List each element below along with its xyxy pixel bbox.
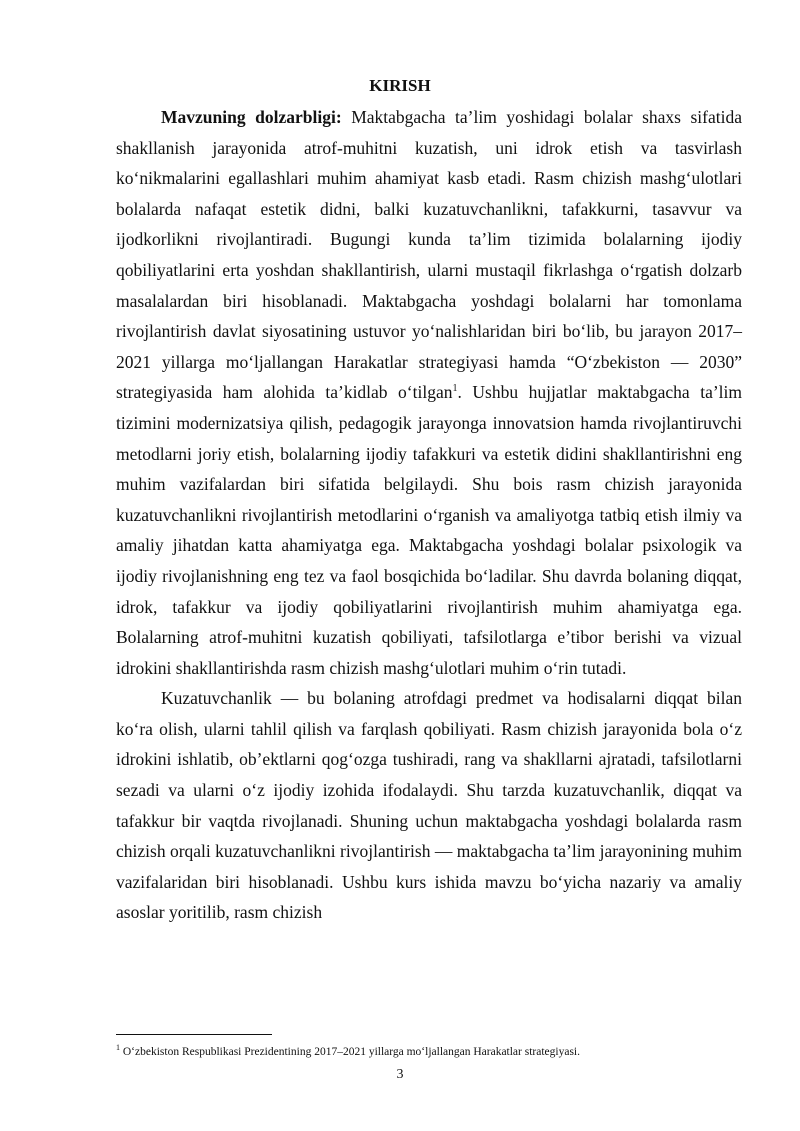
footnote-divider <box>116 1034 272 1035</box>
relevance-label: Mavzuning dolzarbligi: <box>161 107 342 127</box>
body-text <box>116 102 742 928</box>
page-heading: KIRISH <box>369 76 431 95</box>
paragraph-text: Maktabgacha ta’lim yoshidagi bolalar shaxs sifatida shakllanish jarayonida atrof-muhitni kuzatish, uni idrok etish va tasvirlash ko‘nikmalarini egallashlari muhim ahamiyat kasb etadi. Rasm chizish mashg‘ulotlari bolalarda nafaqat estetik didni, balki kuzatuvchanlikni, tafakkurni, tasavvur va ijodkorlikni rivojlantiradi. Bugungi kunda ta’lim tizimida bolalarning ijodiy qobiliyatlarini erta yoshdan shakllantirish, ularni mustaqil fikrlashga o‘rgatish dolzarb masalalardan biri hisoblanadi. Maktabgacha yoshdagi bolalarni har tomonlama rivojlantirish davlat siyosatining ustuvor yo‘nalishlaridan biri bo‘lib, bu jarayon 2017–2021 yillarga mo‘ljallangan Harakatlar strategiyasi hamda “O‘zbekiston — 2030” strategiyasida ham alohida ta’kidlab o‘tilgan <box>116 107 743 403</box>
paragraph-text: . Ushbu hujjatlar maktabgacha ta’lim tizimini modernizatsiya qilish, pedagogik jarayonga innovatsion hamda rivojlantiruvchi metodlarni joriy etish, bolalarning ijodiy tafakkuri va estetik didini shakllantirishni eng muhim vazifalardan biri sifatida belgilaydi. Shu bois rasm chizish jarayonida kuzatuvchanlikni rivojlantirish metodlarini o‘rganish va amaliyotga tatbiq etish ilmiy va amaliy jihatdan katta ahamiyatga ega. Maktabgacha yoshdagi bolalar psixologik va ijodiy rivojlanishning eng tez va faol bosqichida bo‘ladilar. Shu davrda bolaning diqqat, idrok, tafakkur va ijodiy qobiliyatlarini rivojlantirish muhim ahamiyatga ega. Bolalarning atrof-muhitni kuzatish qobiliyati, tafsilotlarga e’tibor berishi va vizual idrokini shakllantirishda rasm chizish mashg‘ulotlari muhim o‘rin tutadi. <box>116 382 742 678</box>
footnote-marker: 1 <box>116 1043 120 1052</box>
footnote <box>116 1040 742 1060</box>
footnote-text: O‘zbekiston Respublikasi Prezidentining 2017–2021 yillarga mo‘ljallangan Harakatlar strategiyasi. <box>120 1045 580 1058</box>
paragraph-observation: Kuzatuvchanlik — bu bolaning atrofdagi predmet va hodisalarni diqqat bilan ko‘ra olish, ularni tahlil qilish va farqlash qobiliyati. Rasm chizish jarayonida bola o‘z idrokini ishlatib, ob’ektlarni qog‘ozga tushiradi, rang va shakllarni ajratadi, tafsilotlarni sezadi va ularni o‘z ijodiy izohida ifodalaydi. Shu tarzda kuzatuvchanlik, diqqat va tafakkur bir vaqtda rivojlanadi. Shuning uchun maktabgacha yoshdagi bolalarda rasm chizish orqali kuzatuvchanlikni rivojlantirish — maktabgacha ta’lim jarayonining muhim vazifalaridan biri hisoblanadi. Ushbu kurs ishida mavzu bo‘yicha nazariy va amaliy asoslar yoritilib, rasm chizish <box>116 688 742 923</box>
page-number: 3 <box>396 1067 404 1082</box>
footnote-reference[interactable]: 1 <box>452 383 458 395</box>
paragraph-relevance <box>116 102 742 683</box>
